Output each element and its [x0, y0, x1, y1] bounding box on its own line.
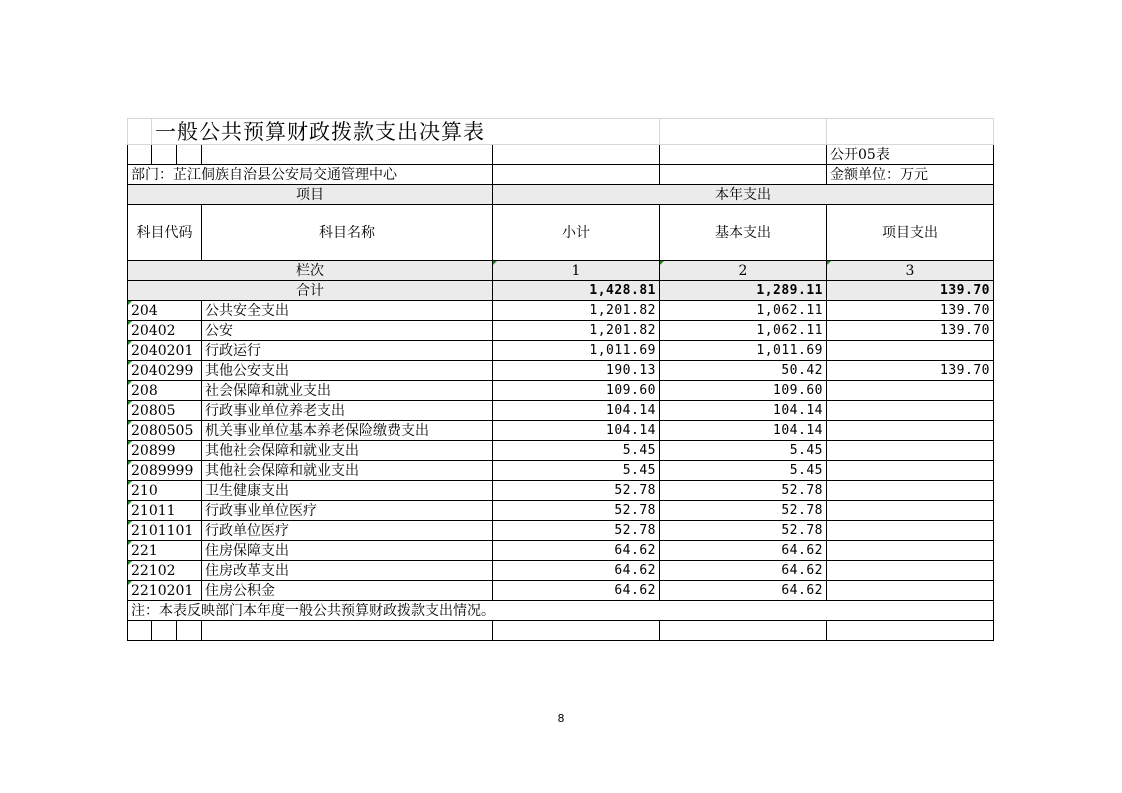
row-code: 2101101 [128, 521, 202, 541]
row-project: 139.70 [827, 301, 994, 321]
row-basic: 1,062.11 [660, 321, 827, 341]
row-name: 其他社会保障和就业支出 [202, 441, 493, 461]
row-name: 行政单位医疗 [202, 521, 493, 541]
note-row [128, 601, 994, 621]
row-name: 其他社会保障和就业支出 [202, 461, 493, 481]
row-name: 其他公安支出 [202, 361, 493, 381]
row-project [827, 421, 994, 441]
table-row [128, 561, 994, 581]
row-basic: 64.62 [660, 541, 827, 561]
row-project: 139.70 [827, 321, 994, 341]
header-basic: 基本支出 [660, 205, 827, 261]
total-project: 139.70 [827, 281, 994, 301]
row-code: 221 [128, 541, 202, 561]
header-project: 项目 [128, 185, 493, 205]
row-basic: 64.62 [660, 581, 827, 601]
row-project [827, 441, 994, 461]
table-row [128, 401, 994, 421]
column-index-2: 2 [660, 261, 827, 281]
row-basic: 5.45 [660, 441, 827, 461]
department-label: 部门：芷江侗族自治县公安局交通管理中心 [128, 165, 493, 185]
row-code: 22102 [128, 561, 202, 581]
row-subtotal: 1,201.82 [493, 301, 660, 321]
row-basic: 5.45 [660, 461, 827, 481]
blank-row [128, 621, 994, 641]
row-basic: 52.78 [660, 501, 827, 521]
table-row [128, 581, 994, 601]
row-code: 20402 [128, 321, 202, 341]
row-basic: 109.60 [660, 381, 827, 401]
header-subtotal: 小计 [493, 205, 660, 261]
row-code: 20805 [128, 401, 202, 421]
header-subject-name: 科目名称 [202, 205, 493, 261]
row-name: 行政事业单位医疗 [202, 501, 493, 521]
row-subtotal: 190.13 [493, 361, 660, 381]
row-subtotal: 104.14 [493, 421, 660, 441]
total-label: 合计 [128, 281, 493, 301]
row-code: 2040299 [128, 361, 202, 381]
table-row [128, 341, 994, 361]
row-subtotal: 52.78 [493, 501, 660, 521]
row-name: 公共安全支出 [202, 301, 493, 321]
row-subtotal: 52.78 [493, 481, 660, 501]
row-name: 住房改革支出 [202, 561, 493, 581]
table-row [128, 541, 994, 561]
row-code: 208 [128, 381, 202, 401]
row-subtotal: 52.78 [493, 521, 660, 541]
row-name: 行政运行 [202, 341, 493, 361]
row-basic: 52.78 [660, 481, 827, 501]
column-index-3: 3 [827, 261, 994, 281]
table-row [128, 421, 994, 441]
row-basic: 50.42 [660, 361, 827, 381]
table-row [128, 461, 994, 481]
row-subtotal: 5.45 [493, 441, 660, 461]
table-row [128, 521, 994, 541]
form-number-row [128, 145, 994, 165]
table-row [128, 481, 994, 501]
title-row [128, 119, 994, 145]
row-subtotal: 109.60 [493, 381, 660, 401]
expense-table [127, 118, 994, 641]
row-basic: 1,062.11 [660, 301, 827, 321]
row-name: 机关事业单位基本养老保险缴费支出 [202, 421, 493, 441]
table-note: 注：本表反映部门本年度一般公共预算财政拨款支出情况。 [128, 601, 994, 621]
row-project [827, 461, 994, 481]
unit-label: 金额单位：万元 [827, 165, 994, 185]
row-project: 139.70 [827, 361, 994, 381]
row-project [827, 481, 994, 501]
row-project [827, 541, 994, 561]
row-basic: 104.14 [660, 421, 827, 441]
header-subject-code: 科目代码 [128, 205, 202, 261]
row-subtotal: 5.45 [493, 461, 660, 481]
header-row-2 [128, 205, 994, 261]
row-project [827, 521, 994, 541]
column-index-row [128, 261, 994, 281]
row-basic: 1,011.69 [660, 341, 827, 361]
column-index-label: 栏次 [128, 261, 493, 281]
row-subtotal: 1,201.82 [493, 321, 660, 341]
table-row [128, 441, 994, 461]
row-basic: 64.62 [660, 561, 827, 581]
row-code: 2080505 [128, 421, 202, 441]
row-name: 住房公积金 [202, 581, 493, 601]
row-code: 21011 [128, 501, 202, 521]
table-title: 一般公共预算财政拨款支出决算表 [152, 119, 660, 145]
row-project [827, 561, 994, 581]
row-project [827, 581, 994, 601]
table-row [128, 361, 994, 381]
row-code: 20899 [128, 441, 202, 461]
row-subtotal: 64.62 [493, 581, 660, 601]
header-row-1 [128, 185, 994, 205]
total-basic: 1,289.11 [660, 281, 827, 301]
row-basic: 52.78 [660, 521, 827, 541]
row-name: 社会保障和就业支出 [202, 381, 493, 401]
department-row [128, 165, 994, 185]
row-basic: 104.14 [660, 401, 827, 421]
header-project-expense: 项目支出 [827, 205, 994, 261]
row-subtotal: 64.62 [493, 541, 660, 561]
table-row [128, 501, 994, 521]
row-code: 204 [128, 301, 202, 321]
row-name: 卫生健康支出 [202, 481, 493, 501]
table-row [128, 301, 994, 321]
header-current-year: 本年支出 [493, 185, 994, 205]
row-code: 2040201 [128, 341, 202, 361]
row-code: 210 [128, 481, 202, 501]
table-row [128, 321, 994, 341]
row-name: 行政事业单位养老支出 [202, 401, 493, 421]
page-number: 8 [557, 712, 565, 725]
row-project [827, 341, 994, 361]
row-subtotal: 1,011.69 [493, 341, 660, 361]
row-subtotal: 64.62 [493, 561, 660, 581]
total-row [128, 281, 994, 301]
row-name: 公安 [202, 321, 493, 341]
row-project [827, 401, 994, 421]
column-index-1: 1 [493, 261, 660, 281]
form-number: 公开05表 [827, 145, 994, 165]
row-project [827, 381, 994, 401]
row-code: 2089999 [128, 461, 202, 481]
total-subtotal: 1,428.81 [493, 281, 660, 301]
row-code: 2210201 [128, 581, 202, 601]
row-name: 住房保障支出 [202, 541, 493, 561]
row-project [827, 501, 994, 521]
budget-sheet [127, 118, 993, 641]
table-row [128, 381, 994, 401]
row-subtotal: 104.14 [493, 401, 660, 421]
